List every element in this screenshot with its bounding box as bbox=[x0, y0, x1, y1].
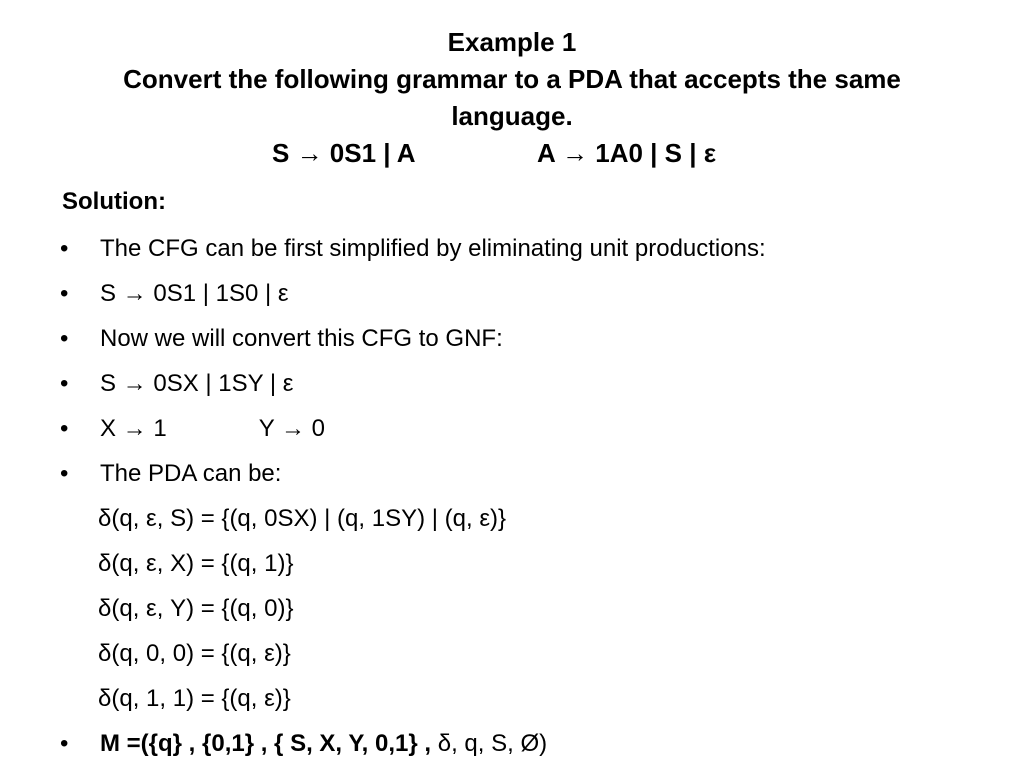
transition-text: δ(q, ε, S) = {(q, 0SX) | (q, 1SY) | (q, ε)} bbox=[98, 505, 507, 532]
list-item bbox=[0, 233, 1024, 265]
list-item-text: The CFG can be first simplified by eliminating unit productions: bbox=[100, 235, 766, 262]
list-item-text: S → 0SX | 1SY | ε bbox=[100, 370, 294, 397]
list-item bbox=[0, 323, 1024, 355]
list-item-text: The PDA can be: bbox=[100, 460, 282, 487]
list-item bbox=[0, 368, 1024, 400]
transition-line bbox=[0, 503, 1024, 535]
list-item-text: S → 0S1 | 1S0 | ε bbox=[100, 280, 289, 307]
pda-definition-bold: M =({q} , {0,1} , { S, X, Y, 0,1} , bbox=[100, 730, 432, 757]
transition-line bbox=[0, 548, 1024, 580]
bullet-icon: • bbox=[60, 325, 69, 352]
list-item bbox=[0, 458, 1024, 490]
pda-definition-rest: δ, q, S, Ø) bbox=[431, 730, 548, 757]
transition-line bbox=[0, 593, 1024, 625]
bullet-icon: • bbox=[60, 460, 69, 487]
title-grammar bbox=[0, 135, 1024, 172]
list-item bbox=[0, 278, 1024, 310]
bullet-icon: • bbox=[60, 235, 69, 262]
title-instruction: Convert the following grammar to a PDA that accepts the same bbox=[123, 64, 901, 94]
solution-label: Solution: bbox=[62, 188, 166, 215]
transition-line bbox=[0, 638, 1024, 670]
transition-line bbox=[0, 683, 1024, 715]
transition-text: δ(q, ε, X) = {(q, 1)} bbox=[98, 550, 294, 577]
transition-text: δ(q, 1, 1) = {(q, ε)} bbox=[98, 685, 291, 712]
transition-text: δ(q, 0, 0) = {(q, ε)} bbox=[98, 640, 291, 667]
bullet-icon: • bbox=[60, 730, 69, 757]
list-item bbox=[0, 728, 1024, 760]
list-item-text: Now we will convert this CFG to GNF: bbox=[100, 325, 503, 352]
bullet-icon: • bbox=[60, 280, 69, 307]
x-production: X → 1 bbox=[100, 415, 167, 442]
title-instruction-continued: language. bbox=[451, 101, 573, 131]
transition-text: δ(q, ε, Y) = {(q, 0)} bbox=[98, 595, 294, 622]
grammar-a-production: A → 1A0 | S | ε bbox=[537, 138, 717, 168]
bullet-icon: • bbox=[60, 370, 69, 397]
title-example: Example 1 bbox=[447, 27, 577, 57]
slide-title bbox=[0, 24, 1024, 172]
list-item-text bbox=[100, 413, 325, 445]
list-item bbox=[0, 413, 1024, 445]
pda-definition bbox=[100, 728, 547, 760]
grammar-s-production: S → 0S1 | A bbox=[272, 138, 416, 168]
bullet-icon: • bbox=[60, 415, 69, 442]
y-production: Y → 0 bbox=[258, 415, 325, 442]
